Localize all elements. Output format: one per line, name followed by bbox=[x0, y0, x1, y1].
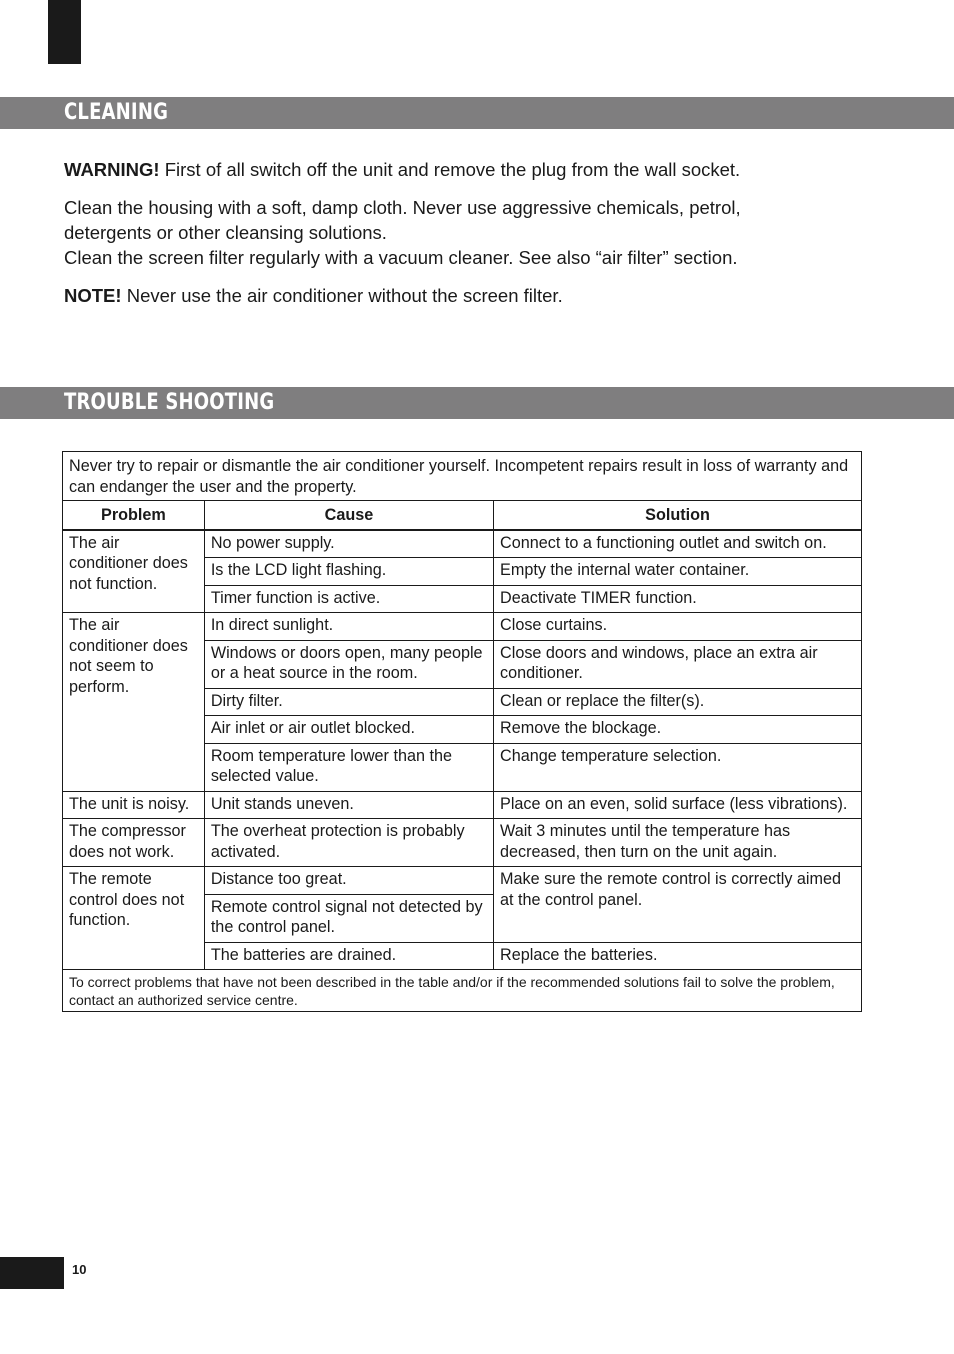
cause-cell: Windows or doors open, many people or a heat source in the room. bbox=[204, 640, 493, 688]
warning-label: WARNING! bbox=[64, 159, 160, 180]
header-solution: Solution bbox=[494, 501, 862, 530]
note-label: NOTE! bbox=[64, 285, 122, 306]
table-row bbox=[63, 530, 862, 558]
solution-cell: Place on an even, solid surface (less vibrations). bbox=[494, 791, 862, 819]
troubleshooting-heading: TROUBLE SHOOTING bbox=[64, 390, 275, 415]
solution-cell: Connect to a functioning outlet and switch on. bbox=[494, 530, 862, 558]
cause-cell: Dirty filter. bbox=[204, 688, 493, 716]
cause-cell: Air inlet or air outlet blocked. bbox=[204, 716, 493, 744]
table-row bbox=[63, 867, 862, 895]
note-text: Never use the air conditioner without the screen filter. bbox=[121, 285, 563, 306]
problem-cell: The air conditioner does not seem to perform. bbox=[63, 613, 205, 792]
page-number: 10 bbox=[72, 1262, 87, 1277]
corner-tab bbox=[48, 0, 81, 64]
troubleshooting-table bbox=[62, 451, 862, 1012]
cleaning-line-3: Clean the screen filter regularly with a vacuum cleaner. See also “air filter” section. bbox=[64, 247, 738, 268]
table-row bbox=[63, 819, 862, 867]
cause-cell: Unit stands uneven. bbox=[204, 791, 493, 819]
page-number-tab bbox=[0, 1257, 64, 1289]
cause-cell: The batteries are drained. bbox=[204, 942, 493, 970]
header-problem: Problem bbox=[63, 501, 205, 530]
troubleshooting-header-bar bbox=[0, 387, 954, 419]
cause-cell: Is the LCD light flashing. bbox=[204, 558, 493, 586]
solution-cell: Close doors and windows, place an extra air conditioner. bbox=[494, 640, 862, 688]
solution-cell: Make sure the remote control is correctly aimed at the control panel. bbox=[494, 867, 862, 943]
warning-text: First of all switch off the unit and remove the plug from the wall socket. bbox=[159, 159, 741, 180]
table-row bbox=[63, 613, 862, 641]
solution-cell: Remove the blockage. bbox=[494, 716, 862, 744]
cleaning-instructions bbox=[64, 195, 894, 270]
problem-cell: The compressor does not work. bbox=[63, 819, 205, 867]
table-intro: Never try to repair or dismantle the air conditioner yourself. Incompetent repairs result in loss of warranty and can endanger the user and the property. bbox=[63, 452, 862, 501]
solution-cell: Empty the internal water container. bbox=[494, 558, 862, 586]
solution-cell: Deactivate TIMER function. bbox=[494, 585, 862, 613]
cause-cell: No power supply. bbox=[204, 530, 493, 558]
solution-cell: Wait 3 minutes until the temperature has decreased, then turn on the unit again. bbox=[494, 819, 862, 867]
table-intro-row bbox=[63, 452, 862, 501]
solution-cell: Clean or replace the filter(s). bbox=[494, 688, 862, 716]
cause-cell: In direct sunlight. bbox=[204, 613, 493, 641]
solution-cell: Replace the batteries. bbox=[494, 942, 862, 970]
cleaning-line-2: detergents or other cleansing solutions. bbox=[64, 222, 387, 243]
cleaning-heading: CLEANING bbox=[64, 100, 169, 125]
problem-cell: The remote control does not function. bbox=[63, 867, 205, 970]
solution-cell: Change temperature selection. bbox=[494, 743, 862, 791]
problem-cell: The unit is noisy. bbox=[63, 791, 205, 819]
problem-cell: The air conditioner does not function. bbox=[63, 530, 205, 613]
cleaning-line-1: Clean the housing with a soft, damp cloth. Never use aggressive chemicals, petrol, bbox=[64, 197, 741, 218]
cleaning-note bbox=[64, 283, 894, 308]
cleaning-header-bar bbox=[0, 97, 954, 129]
table-footer: To correct problems that have not been described in the table and/or if the recommended solutions fail to solve the problem, contact an authorized service centre. bbox=[63, 970, 862, 1012]
cause-cell: Timer function is active. bbox=[204, 585, 493, 613]
table-footer-row bbox=[63, 970, 862, 1012]
cause-cell: Remote control signal not detected by the control panel. bbox=[204, 894, 493, 942]
header-cause: Cause bbox=[204, 501, 493, 530]
table-header-row bbox=[63, 501, 862, 530]
cause-cell: The overheat protection is probably activated. bbox=[204, 819, 493, 867]
table-row bbox=[63, 791, 862, 819]
cause-cell: Room temperature lower than the selected value. bbox=[204, 743, 493, 791]
solution-cell: Close curtains. bbox=[494, 613, 862, 641]
cause-cell: Distance too great. bbox=[204, 867, 493, 895]
cleaning-warning bbox=[64, 157, 894, 182]
